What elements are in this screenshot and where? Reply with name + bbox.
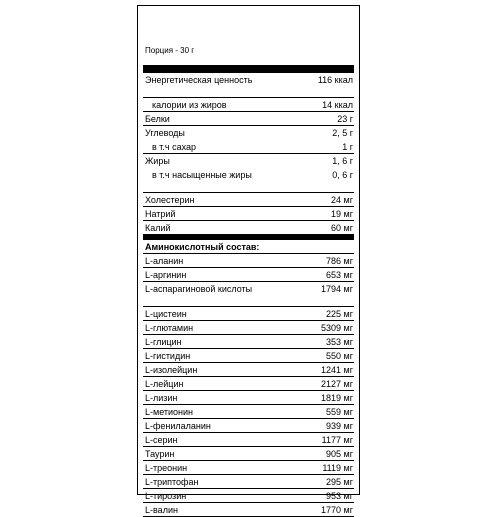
nutrient-label: L-аланин (145, 256, 184, 266)
nutrient-label: Таурин (145, 449, 175, 459)
nutrient-label: L-лейцин (145, 379, 184, 389)
nutrient-value: 1819 мг (321, 393, 353, 403)
nutrient-label: Натрий (145, 209, 176, 219)
nutrient-label: в т.ч сахар (152, 142, 197, 152)
nutrient-value: 1241 мг (321, 365, 353, 375)
nutrient-label: L-фенилаланин (145, 421, 211, 431)
nutrient-value: 353 мг (326, 337, 353, 347)
nutrient-label: Белки (145, 114, 170, 124)
amino-acid-row (143, 321, 354, 335)
amino-acid-row (143, 489, 354, 503)
amino-acid-row (143, 405, 354, 419)
nutrient-value: 1177 мг (321, 435, 353, 445)
nutrient-label: L-аспарагиновой кислоты (145, 284, 253, 294)
nutrient-value: 1 г (342, 142, 353, 152)
nutrient-value: 19 мг (331, 209, 353, 219)
amino-acid-row (143, 335, 354, 349)
nutrient-row (143, 154, 354, 168)
nutrient-label: Энергетическая ценность (145, 75, 253, 85)
amino-acid-row (143, 419, 354, 433)
nutrient-row (143, 126, 354, 140)
amino-acid-row (143, 307, 354, 321)
nutrient-row (143, 140, 354, 154)
nutrient-table (143, 73, 354, 517)
nutrient-value: 2, 5 г (332, 128, 353, 138)
nutrient-label: L-триптофан (145, 477, 199, 487)
nutrient-value: 60 мг (331, 223, 353, 233)
nutrient-value: 559 мг (326, 407, 353, 417)
nutrient-value: 550 мг (326, 351, 353, 361)
nutrient-value: 24 мг (331, 195, 353, 205)
nutrient-value: 2127 мг (321, 379, 353, 389)
nutrient-label: L-серин (145, 435, 178, 445)
nutrient-label: L-треонин (145, 463, 188, 473)
nutrient-label: L-валин (145, 505, 178, 515)
nutrient-value: 1119 мг (322, 463, 353, 473)
nutrient-label: L-аргинин (145, 270, 187, 280)
nutrient-label: Углеводы (145, 128, 185, 138)
nutrient-label: калории из жиров (152, 100, 227, 110)
nutrient-value: 14 ккал (322, 100, 353, 110)
nutrient-value: 1794 мг (321, 284, 353, 294)
amino-acid-row (143, 254, 354, 268)
nutrition-facts-panel (137, 5, 360, 515)
nutrient-label: Холестерин (145, 195, 195, 205)
nutrient-label: L-тирозин (145, 491, 187, 501)
amino-acid-row (143, 282, 354, 307)
nutrient-value: 786 мг (326, 256, 353, 266)
nutrient-label: L-изолейцин (145, 365, 198, 375)
nutrient-label: в т.ч насыщенные жиры (152, 170, 252, 180)
nutrient-row (143, 221, 354, 235)
amino-acid-row (143, 447, 354, 461)
amino-acid-row (143, 391, 354, 405)
nutrient-label: L-цистеин (145, 309, 187, 319)
thick-divider (143, 65, 354, 73)
serving-size: Порция - 30 г (145, 46, 195, 55)
nutrient-value: 939 мг (326, 421, 353, 431)
nutrient-label: Калий (145, 223, 171, 233)
amino-acid-row (143, 349, 354, 363)
nutrient-value: 953 мг (326, 491, 353, 501)
nutrient-label: L-глютамин (145, 323, 194, 333)
amino-acid-row (143, 503, 354, 517)
nutrient-value: 905 мг (326, 449, 353, 459)
amino-acid-row (143, 363, 354, 377)
amino-acid-row (143, 268, 354, 282)
nutrient-value: 116 ккал (317, 75, 353, 85)
nutrient-value: 5309 мг (321, 323, 353, 333)
nutrient-value: 23 г (337, 114, 353, 124)
nutrient-label: L-гистидин (145, 351, 191, 361)
nutrient-label: L-лизин (145, 393, 178, 403)
nutrient-row (143, 112, 354, 126)
nutrient-value: 653 мг (326, 270, 353, 280)
nutrient-value: 1, 6 г (332, 156, 353, 166)
amino-acid-row (143, 377, 354, 391)
nutrient-row (143, 98, 354, 112)
nutrient-label: L-глицин (145, 337, 182, 347)
amino-acid-heading: Аминокислотный состав: (143, 240, 354, 254)
nutrient-value: 0, 6 г (332, 170, 353, 180)
nutrient-label: Жиры (145, 156, 170, 166)
amino-acid-row (143, 475, 354, 489)
amino-acid-row (143, 461, 354, 475)
nutrient-value: 1770 мг (321, 505, 353, 515)
nutrient-value: 295 мг (326, 477, 353, 487)
nutrient-label: L-метионин (145, 407, 194, 417)
nutrient-value: 225 мг (326, 309, 353, 319)
nutrient-row (143, 207, 354, 221)
nutrient-row (143, 168, 354, 193)
nutrient-row (143, 73, 354, 98)
amino-acid-row (143, 433, 354, 447)
nutrient-row (143, 193, 354, 207)
